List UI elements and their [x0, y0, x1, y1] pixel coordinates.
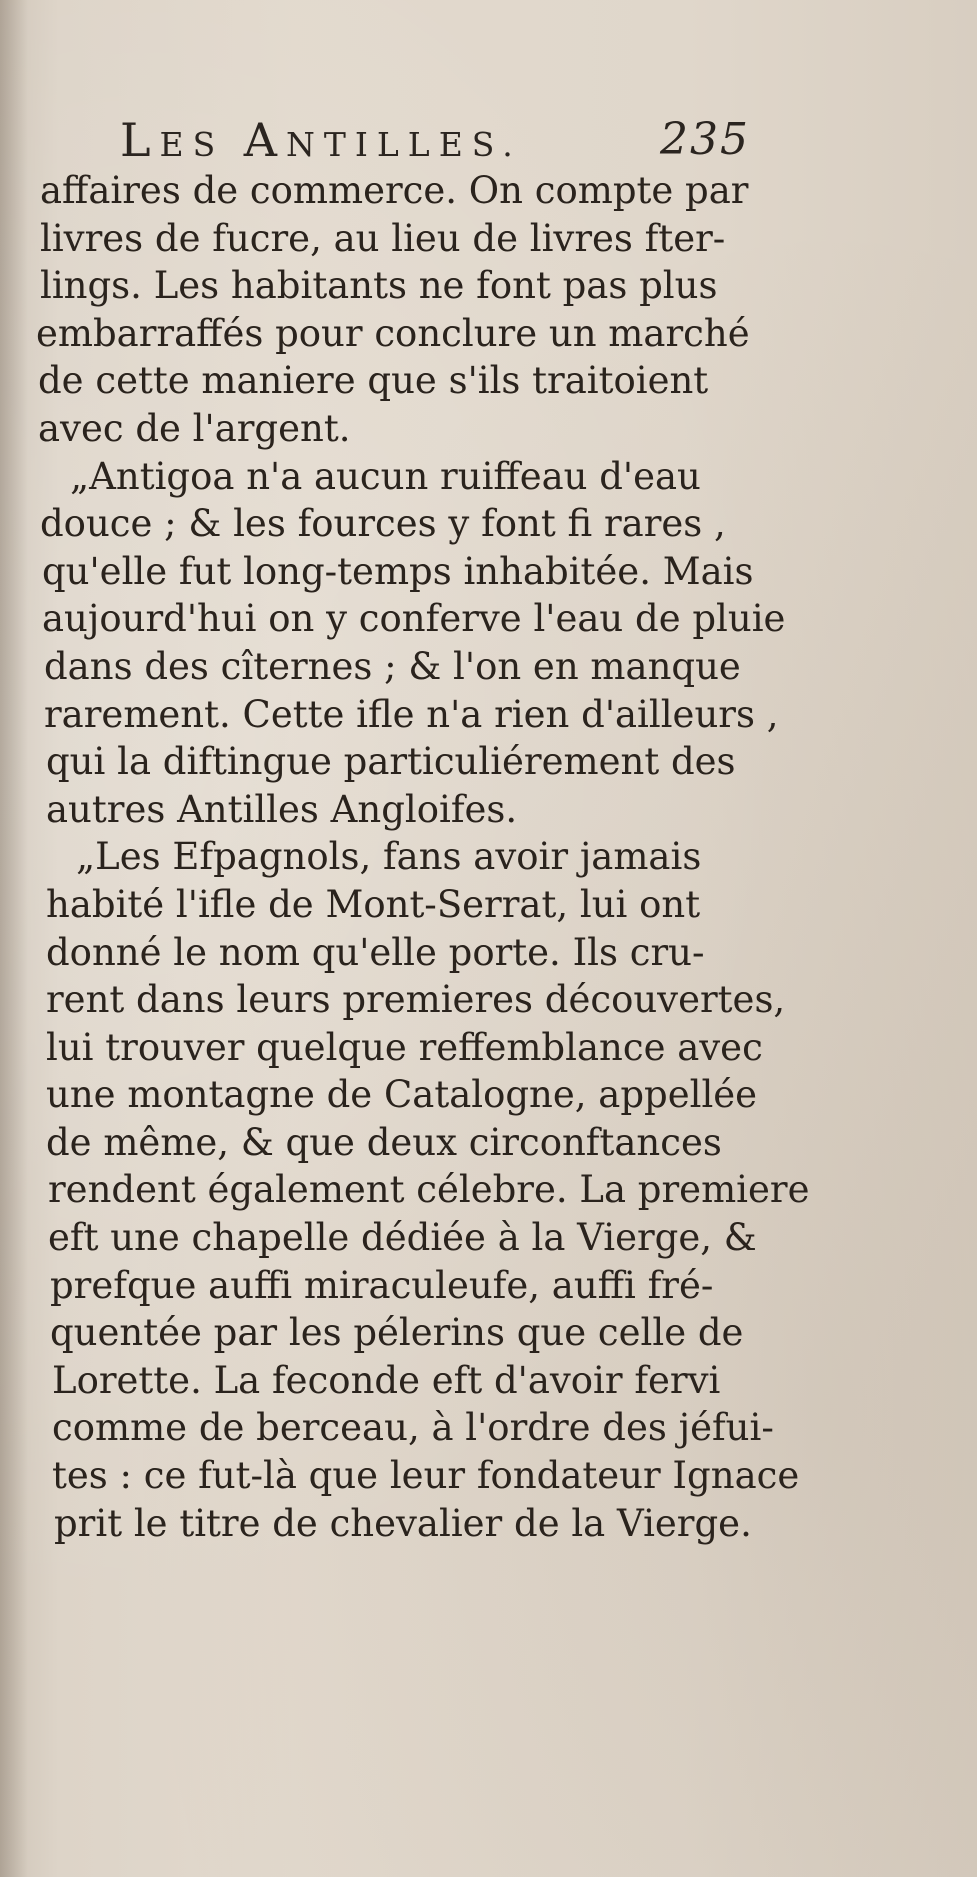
text-line: une montagne de Catalogne, appellée — [46, 1073, 758, 1117]
text-line: lui trouver quelque reffemblance avec — [46, 1025, 763, 1069]
text-line: affaires de commerce. On compte par — [40, 169, 749, 212]
text-line: rendent également célebre. La premiere — [48, 1168, 810, 1212]
text-line: prit le titre de chevalier de la Vierge. — [54, 1501, 752, 1545]
text-line: de même, & que deux circonftances — [46, 1120, 722, 1164]
text-line: donné le nom qu'elle porte. Ils cru- — [46, 930, 705, 974]
text-line: rarement. Cette ifle n'a rien d'ailleurs , — [44, 692, 779, 736]
text-line: prefque auffi miraculeufe, auffi fré- — [50, 1263, 714, 1307]
page-number: 235 — [660, 114, 750, 165]
body-text — [20, 167, 810, 1547]
text-line: de cette maniere que s'ils traitoient — [38, 359, 709, 403]
text-line: embarraffés pour conclure un marché — [36, 311, 750, 355]
text-line: rent dans leurs premieres découvertes, — [46, 978, 786, 1022]
text-line: qu'elle fut long-temps inhabitée. Mais — [42, 549, 754, 593]
running-title-les: ES — [159, 125, 244, 164]
text-line: comme de berceau, à l'ordre des jéfui- — [52, 1406, 774, 1450]
text-line: quentée par les pélerins que celle de — [50, 1311, 744, 1355]
text-line: eft une chapelle dédiée à la Vierge, & — [48, 1216, 757, 1260]
text-line: douce ; & les fources y font fi rares , — [40, 502, 726, 546]
text-line: „Antigoa n'a aucun ruiffeau d'eau — [70, 454, 701, 498]
text-line: livres de fucre, au lieu de livres fter- — [40, 216, 726, 260]
text-line: Lorette. La feconde eft d'avoir fervi — [52, 1358, 721, 1402]
text-line: „Les Efpagnols, fans avoir jamais — [76, 835, 702, 879]
running-title — [120, 112, 522, 173]
running-title-initial-a: A — [243, 113, 286, 167]
text-line: aujourd'hui on y conferve l'eau de pluie — [42, 597, 786, 641]
text-line: qui la diftingue particuliérement des — [46, 740, 736, 784]
text-line: habité l'ifle de Mont-Serrat, lui ont — [46, 882, 701, 926]
text-line: avec de l'argent. — [38, 406, 351, 450]
running-title-antilles: NTILLES. — [285, 125, 522, 164]
text-line: autres Antilles Angloifes. — [46, 787, 518, 831]
text-line: lings. Les habitants ne font pas plus — [40, 264, 718, 308]
text-line: dans des cîternes ; & l'on en manque — [44, 644, 741, 688]
text-line: tes : ce fut-là que leur fondateur Ignace — [52, 1454, 800, 1498]
running-title-initial-l: L — [120, 113, 160, 167]
